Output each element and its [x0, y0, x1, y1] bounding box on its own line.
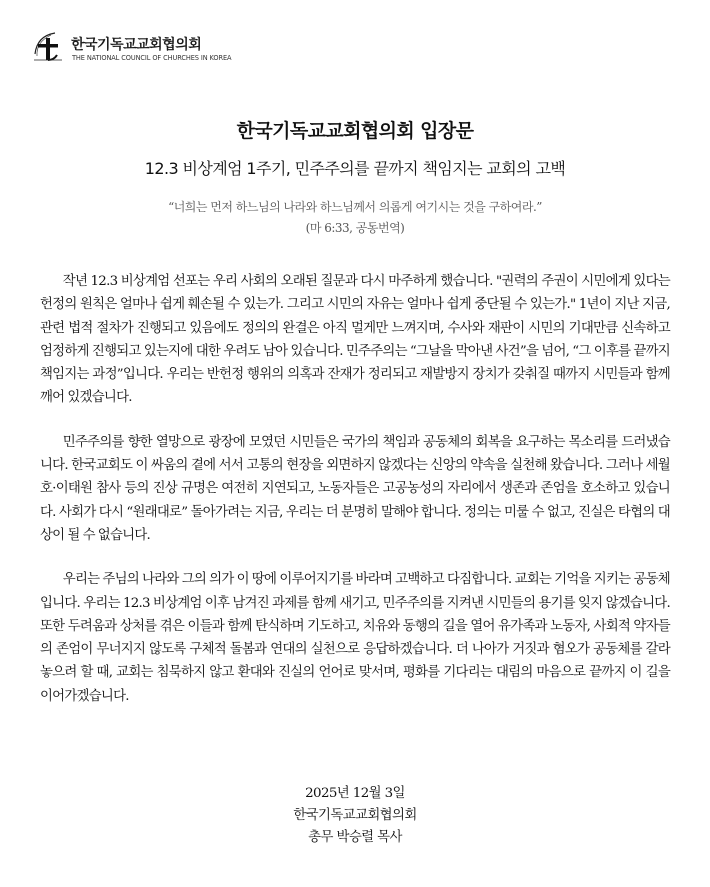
paragraph-3: 우리는 주님의 나라와 그의 의가 이 땅에 이루어지기를 바라며 고백하고 다짐합니다. 교회는 기억을 지키는 공동체입니다. 우리는 12.3 비상계엄 이후 남겨진 과제를 함께 새기고, 민주주의를 지켜낸 시민들의 용기를 잊지 않겠습니다. 또한 두려움과 상처를 겪은 이들과 함께 탄식하며 기도하고, 치유와 동행의 길을 열어 유가족과 노동자, 사회적 약자들의 존엄이 무너지지 않도록 구체적 돌봄과 연대의 실천으로 응답하겠습니다. 더 나아가 거짓과 혐오가 공동체를 갈라 놓으려 할 때, 교회는 침묵하지 않고 환대와 진실의 언어로 맞서며, 평화를 기다리는 대림의 마음으로 끝까지 이 길을 이어가겠습니다.: [40, 572, 670, 704]
paragraph-1: 작년 12.3 비상계엄 선포는 우리 사회의 오래된 질문과 다시 마주하게 했습니다. "권력의 주권이 시민에게 있다는 헌정의 원칙은 얼마나 쉽게 훼손될 수 있는가. 그리고 시민의 자유는 얼마나 쉽게 중단될 수 있는가." 1년이 지난 지금, 관련 법적 절차가 진행되고 있음에도 정의의 완결은 아직 멀게만 느껴지며, 수사와 재판이 시민의 기대만큼 신속하고 엄정하게 진행되고 있는지에 대한 우려도 남아 있습니다. 민주주의는 “그날을 막아낸 사건”을 넘어, “그 이후를 끝까지 책임지는 과정”입니다. 우리는 반헌정 행위의 의혹과 잔재가 정리되고 재발방지 장치가 갖춰질 때까지 시민들과 함께 깨어 있겠습니다.: [40, 274, 670, 406]
signer-name: 총무 박승렬 목사: [308, 830, 402, 845]
epigraph-source: (마 6:33, 공동번역): [305, 221, 405, 235]
signature-block: [0, 783, 710, 849]
org-name-english: THE NATIONAL COUNCIL OF CHURCHES IN KOREA: [72, 54, 232, 62]
org-name-korean: 한국기독교교회협의회: [71, 37, 202, 53]
paragraph-2: 민주주의를 향한 열망으로 광장에 모였던 시민들은 국가의 책임과 공동체의 회복을 요구하는 목소리를 드러냈습니다. 한국교회도 이 싸움의 곁에 서서 고통의 현장을 외면하지 않겠다는 신앙의 약속을 실천해 왔습니다. 그러나 세월호·이태원 참사 등의 진상 규명은 여전히 지연되고, 노동자들은 고공농성의 자리에서 생존과 존엄을 호소하고 있습니다. 사회가 다시 “원래대로” 돌아가려는 지금, 우리는 더 분명히 말해야 합니다. 정의는 미룰 수 없고, 진실은 타협의 대상이 될 수 없습니다.: [40, 434, 670, 543]
ncck-cross-logo-icon: [31, 30, 67, 64]
document-title: 한국기독교교회협의회 입장문: [236, 120, 474, 142]
statement-body: [40, 270, 670, 729]
document-subtitle: 12.3 비상계엄 1주기, 민주주의를 끝까지 책임지는 교회의 고백: [144, 159, 566, 178]
statement-date: 2025년 12월 3일: [305, 786, 405, 801]
epigraph-quote: “너희는 먼저 하느님의 나라와 하느님께서 의롭게 여기시는 것을 구하여라.”: [168, 200, 542, 214]
signer-organization: 한국기독교교회협의회: [293, 808, 417, 823]
